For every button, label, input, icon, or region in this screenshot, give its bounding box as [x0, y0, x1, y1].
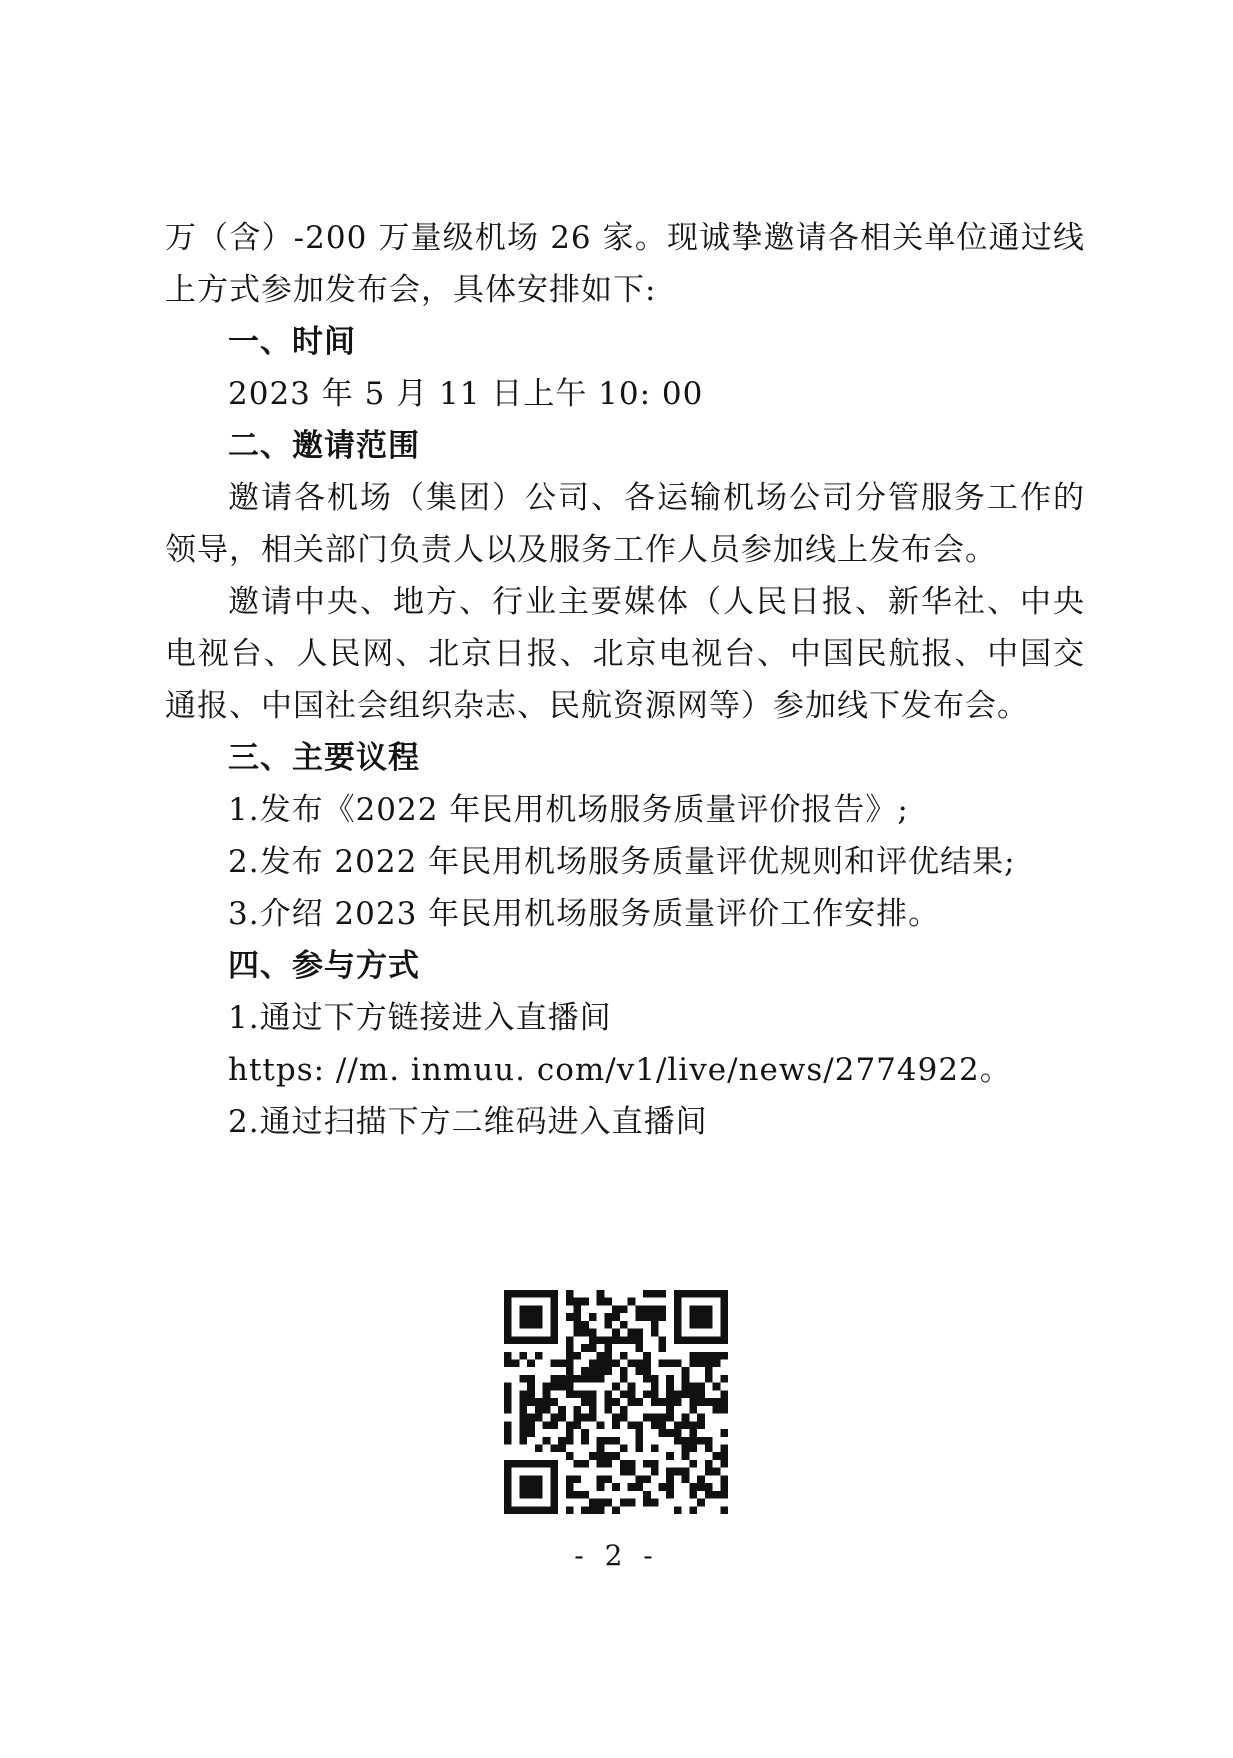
agenda-item-3: 3.介绍 2023 年民用机场服务质量评价工作安排。 [228, 896, 941, 932]
livestream-link[interactable]: https: //m. inmuu. com/v1/live/news/2774922。 [228, 1052, 1012, 1088]
section-heading-agenda: 三、主要议程 [228, 740, 420, 776]
section-heading-scope: 二、邀请范围 [228, 428, 420, 464]
qr-code-graphic [504, 1290, 728, 1514]
scope-paragraph-1-line-1: 邀请各机场（集团）公司、各运输机场公司分管服务工作的 [228, 480, 1085, 516]
scope-paragraph-1-line-2: 领导，相关部门负责人以及服务工作人员参加线上发布会。 [165, 532, 997, 568]
qr-code-icon[interactable] [504, 1290, 728, 1514]
section-heading-time: 一、时间 [228, 324, 356, 360]
intro-line-2: 上方式参加发布会，具体安排如下: [165, 272, 657, 308]
meeting-time: 2023 年 5 月 11 日上午 10: 00 [228, 376, 704, 412]
participation-method-1: 1.通过下方链接进入直播间 [228, 1000, 612, 1036]
scope-paragraph-2-line-3: 通报、中国社会组织杂志、民航资源网等）参加线下发布会。 [165, 688, 1029, 724]
agenda-item-2: 2.发布 2022 年民用机场服务质量评优规则和评优结果; [228, 844, 1016, 880]
section-heading-participation: 四、参与方式 [228, 948, 420, 984]
page-number: - 2 - [574, 1539, 659, 1572]
agenda-item-1: 1.发布《2022 年民用机场服务质量评价报告》; [228, 792, 909, 828]
participation-method-2: 2.通过扫描下方二维码进入直播间 [228, 1104, 708, 1140]
scope-paragraph-2-line-1: 邀请中央、地方、行业主要媒体（人民日报、新华社、中央 [228, 584, 1085, 620]
intro-line-1: 万（含）-200 万量级机场 26 家。现诚挚邀请各相关单位通过线 [165, 220, 1085, 256]
scope-paragraph-2-line-2: 电视台、人民网、北京日报、北京电视台、中国民航报、中国交 [165, 636, 1085, 672]
